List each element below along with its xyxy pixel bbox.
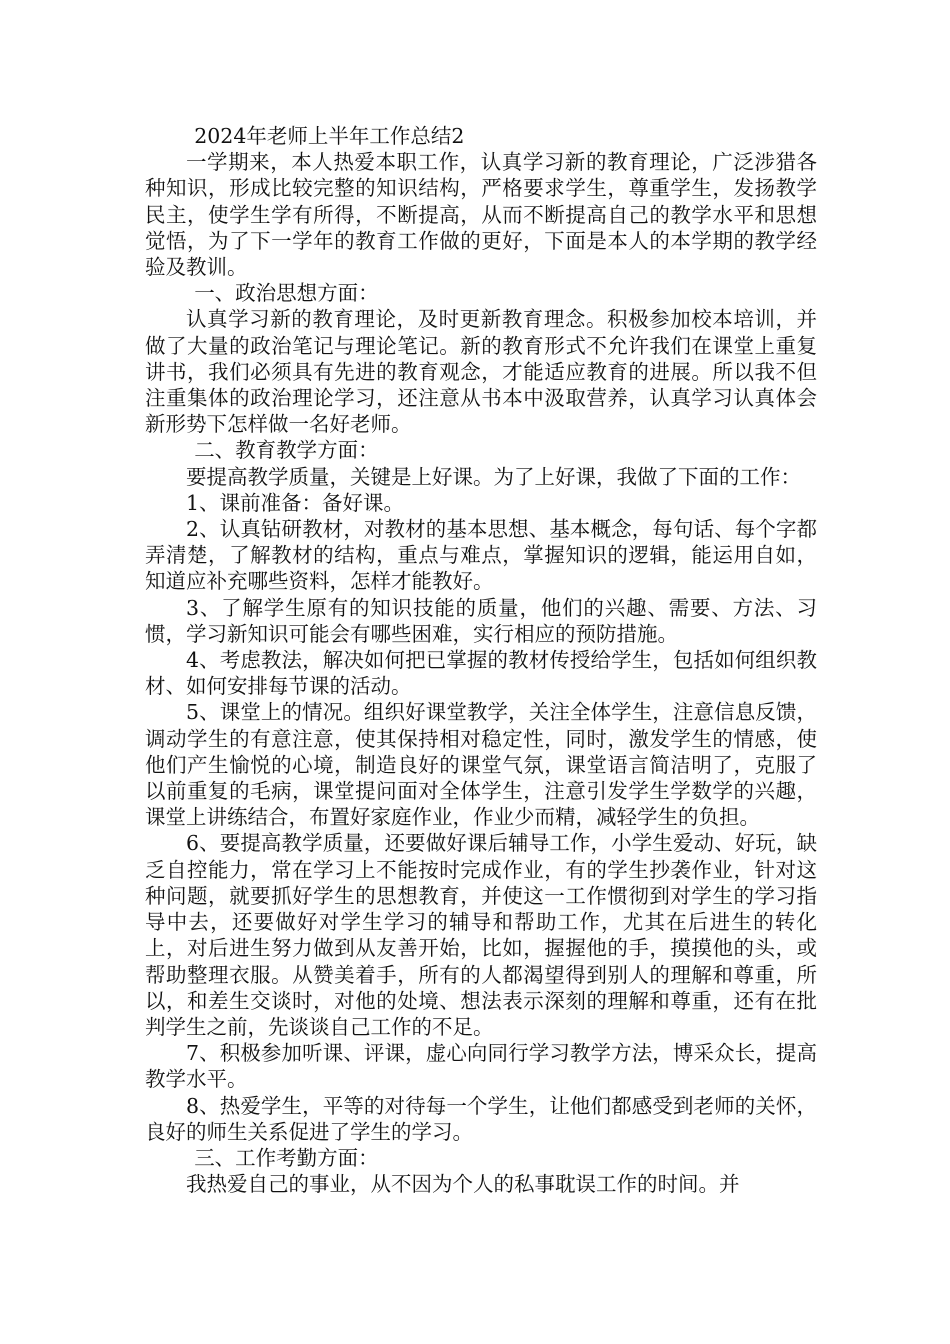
list-item-2: 2、认真钻研教材，对教材的基本思想、基本概念，每句话、每个字都弄清楚，了解教材的结构，重点与难点，掌握知识的逻辑，能运用自如，知道应补充哪些资料，怎样才能教好。: [145, 517, 817, 594]
section-heading-attendance: 三、工作考勤方面：: [194, 1145, 379, 1170]
document-page: [145, 123, 817, 1197]
list-item-7: 7、积极参加听课、评课，虚心向同行学习教学方法，博采众长，提高教学水平。: [145, 1041, 817, 1092]
list-item-5: 5、课堂上的情况。组织好课堂教学，关注全体学生，注意信息反馈，调动学生的有意注意，使其保持相对稳定性，同时，激发学生的情感，使他们产生愉悦的心境，制造良好的课堂气氛，课堂语言简洁明了，克服了以前重复的毛病，课堂提问面对全体学生，注意引发学生学数学的兴趣，课堂上讲练结合，布置好家庭作业，作业少而精，减轻学生的负担。: [145, 700, 817, 830]
intro-paragraph: 一学期来，本人热爱本职工作，认真学习新的教育理论，广泛涉猎各种知识，形成比较完整的知识结构，严格要求学生，尊重学生，发扬教学民主，使学生学有所得，不断提高，从而不断提高自己的教学水平和思想觉悟，为了下一学年的教育工作做的更好，下面是本人的本学期的教学经验及教训。: [145, 150, 817, 280]
list-item-8: 8、热爱学生，平等的对待每一个学生，让他们都感受到老师的关怀，良好的师生关系促进了学生的学习。: [145, 1093, 817, 1144]
teaching-intro-paragraph: 要提高教学质量，关键是上好课。为了上好课，我做了下面的工作：: [186, 464, 801, 489]
politics-paragraph: 认真学习新的教育理论，及时更新教育理念。积极参加校本培训，并做了大量的政治笔记与理论笔记。新的教育形式不允许我们在课堂上重复讲书，我们必须具有先进的教育观念，才能适应教育的进展。所以我不但注重集体的政治理论学习，还注意从书本中汲取营养，认真学习认真体会新形势下怎样做一名好老师。: [145, 307, 817, 437]
document-title: 2024年老师上半年工作总结2: [194, 124, 465, 148]
list-item-6: 6、要提高教学质量，还要做好课后辅导工作，小学生爱动、好玩，缺乏自控能力，常在学习上不能按时完成作业，有的学生抄袭作业，针对这种问题，就要抓好学生的思想教育，并使这一工作惯彻到对学生的学习指导中去，还要做好对学生学习的辅导和帮助工作，尤其在后进生的转化上，对后进生努力做到从友善开始，比如，握握他的手，摸摸他的头，或帮助整理衣服。从赞美着手，所有的人都渴望得到别人的理解和尊重，所以，和差生交谈时，对他的处境、想法表示深刻的理解和尊重，还有在批判学生之前，先谈谈自己工作的不足。: [145, 831, 817, 1039]
section-heading-teaching: 二、教育教学方面：: [194, 438, 379, 463]
section-heading-politics: 一、政治思想方面：: [194, 281, 379, 306]
list-item-3: 3、了解学生原有的知识技能的质量，他们的兴趣、需要、方法、习惯，学习新知识可能会有哪些困难，实行相应的预防措施。: [145, 595, 817, 646]
attendance-paragraph: 我热爱自己的事业，从不因为个人的私事耽误工作的时间。并: [186, 1172, 740, 1197]
list-item-1: 1、课前准备：备好课。: [186, 490, 405, 515]
list-item-4: 4、考虑教法，解决如何把已掌握的教材传授给学生，包括如何组织教材、如何安排每节课的活动。: [145, 648, 817, 699]
